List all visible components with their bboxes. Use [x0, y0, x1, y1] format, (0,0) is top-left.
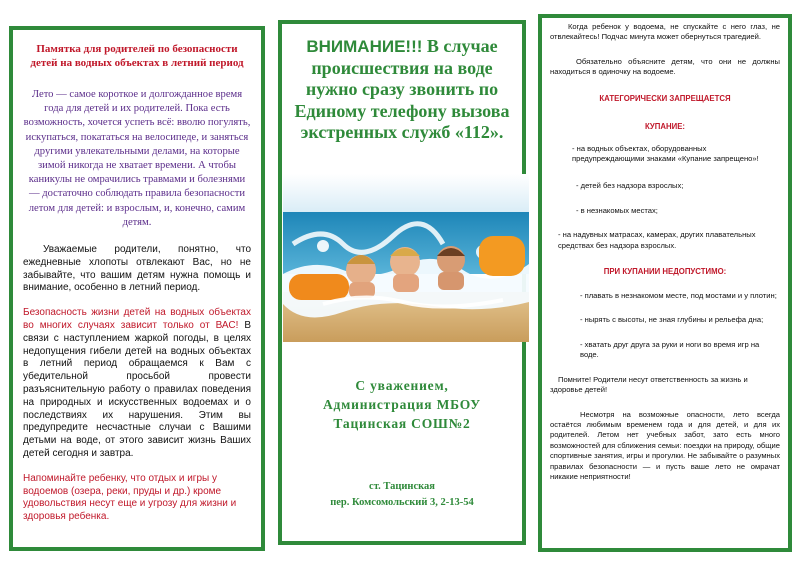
signature-line-2: Администрация МБОУ [322, 396, 481, 412]
forbidden-item: - детей без надзора взрослых; [576, 181, 684, 191]
inadmissible-item: - хватать друг друга за руки и ноги во время игр на воде. [580, 339, 760, 360]
right-paragraph-watch: Когда ребенок у водоема, не спускайте с него глаз, не отвлекайтесь! Подчас минута может обернуться трагедией. [550, 22, 780, 42]
attention-label: ВНИМАНИЕ!!! [306, 37, 423, 56]
signature-line-3: Тацинская СОШ№2 [333, 415, 471, 431]
inadmissible-item: - плавать в незнакомом месте, под мостами и у плотин; [580, 291, 777, 301]
signature-line-1: С уважением, [355, 377, 449, 393]
right-panel [538, 14, 792, 552]
left-intro: Лето — самое короткое и долгожданное время года для детей и их родителей. Пока есть возможность, хочется успеть всё: вволю погулять, искупаться, покататься на велосипеде, и заняться другими увлекательными делами, на которые зимой никогда не хватает времени. А чтобы каникулы не омрачились травмами и болезнями — достаточно соблюдать правила безопасности летом для детей: и взрослым, и, конечно, самим детям. [23, 89, 251, 228]
left-safety-highlight: Безопасность жизни детей на водных объектах во многих случаях зависит только от ВАС! [23, 307, 251, 332]
left-paragraph-safety [23, 307, 251, 461]
right-paragraph-final: Несмотря на возможные опасности, лето всегда остаётся любимым временем года и для детей, и для их родителей. Летом нет учебных забот, зато есть много возможностей для сближения семьи: поездки на природу, общие спортивные занятия, игры и прогулки. Не забывайте о разумных правилах безопасности — и пусть ваше лето не омрачат никакие неприятности! [550, 409, 780, 481]
emergency-text: В случае происшествия на воде нужно сразу звонить по Единому телефону вызова экстренных служб «112». [294, 36, 510, 142]
forbidden-subtitle: КУПАНИЕ: [644, 121, 686, 131]
middle-panel [278, 20, 526, 545]
inadmissible-item: - нырять с высоты, не зная глубины и рельефа дна; [580, 315, 764, 325]
left-paragraph-reminder: Напоминайте ребенку, что отдых и игры у водоемов (озера, реки, пруды и др.) кроме удовольствия несут еще и угрозу для жизни и здоровья ребенка. [23, 472, 237, 523]
signature [290, 376, 514, 433]
parents-responsibility: Помните! Родители несут ответственность за жизнь и здоровье детей! [550, 374, 748, 395]
right-paragraph-alone: Обязательно объясните детям, что они не должны находиться в одиночку на водоеме. [550, 56, 780, 77]
forbidden-title: КАТЕГОРИЧЕСКИ ЗАПРЕЩАЕТСЯ [599, 93, 731, 103]
address-line-1: ст. Тацинская [369, 480, 435, 492]
address-line-2: пер. Комсомольский 3, 2-13-54 [330, 496, 474, 508]
left-title: Памятка для родителей по безопасности детей на водных объектах в летний период [30, 43, 244, 69]
inadmissible-title: ПРИ КУПАНИИ НЕДОПУСТИМО: [603, 267, 727, 277]
left-panel [9, 26, 265, 551]
forbidden-item: - на надувных матрасах, камерах, других плавательных средствах без надзора взрослых. [558, 230, 756, 250]
left-safety-text: В связи с наступлением жаркой погоды, в целях недопущения гибели детей на водных объектах в летний период обращаемся к Вам с убедительной просьбой провести разъяснительную работу о правилах поведения на природных и искусственных водоемах и о последствиях их нарушения. Этим вы предупредите несчастные случаи с Вашими детьми на воде, от этого зависит жизнь Ваших детей сегодня и завтра. [23, 320, 251, 459]
forbidden-item: - на водных объектах, оборудованных предупреждающими знаками «Купание запрещено»! [572, 143, 759, 164]
address [290, 479, 514, 511]
children-beach-photo [283, 174, 529, 342]
emergency-heading [290, 36, 514, 144]
left-paragraph-parents: Уважаемые родители, понятно, что ежедневные хлопоты отвлекают Вас, но не забывайте, что вашим детям нужна помощь и внимание, особенно в летний период. [23, 244, 251, 294]
forbidden-item: - в незнакомых местах; [576, 205, 658, 215]
